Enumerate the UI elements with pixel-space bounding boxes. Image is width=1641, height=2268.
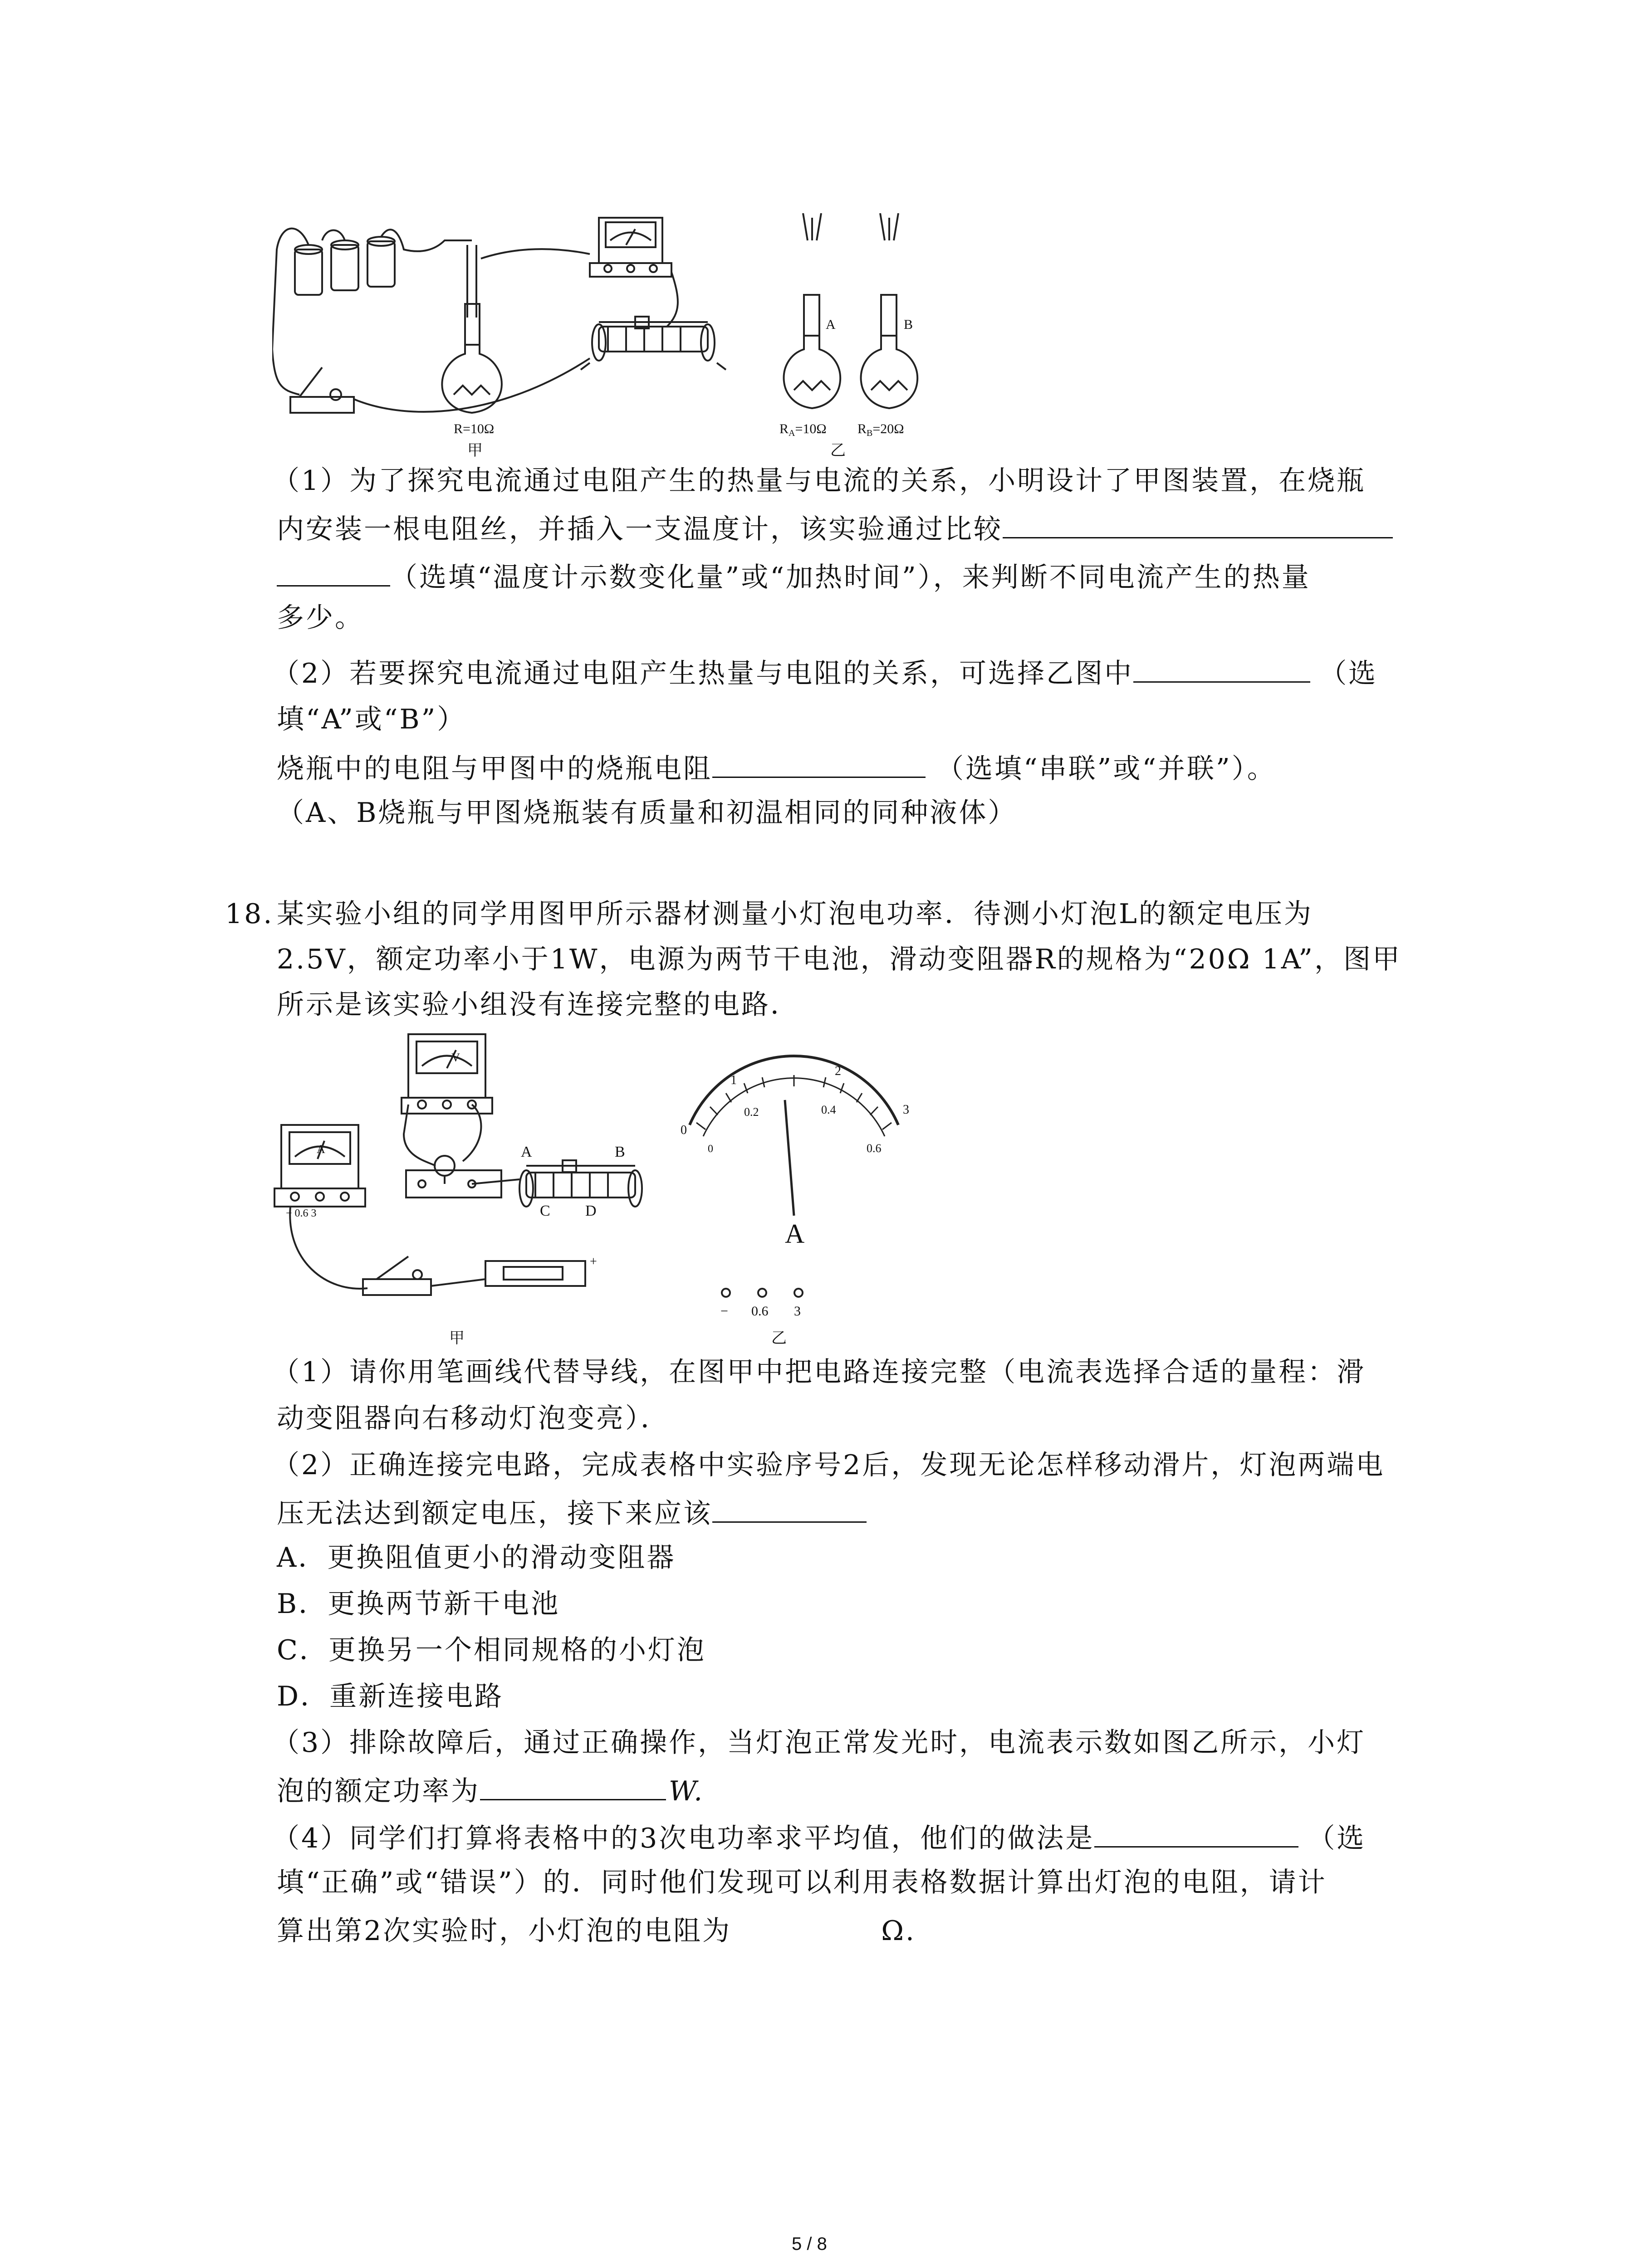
q17-part1-line3 xyxy=(277,557,1311,596)
answer-blank-7[interactable] xyxy=(731,1911,881,1940)
q18-part1-line1: （1）请你用笔画线代替导线，在图甲中把电路连接完整（电流表选择合适的量程：滑 xyxy=(272,1356,1366,1388)
figure-heat-experiment xyxy=(272,213,953,458)
q17-part2-line2: 填“A”或“B”） xyxy=(277,704,466,735)
fig2-dial-tick-3: 3 xyxy=(903,1103,909,1117)
q18-number: 18. xyxy=(225,898,274,930)
fig2-dial-tick-0: 0 xyxy=(681,1123,687,1137)
answer-blank-2[interactable] xyxy=(1133,653,1310,683)
answer-blank-3[interactable] xyxy=(712,748,926,778)
q17-part1-line1: （1）为了探究电流通过电阻产生的热量与电流的关系，小明设计了甲图装置，在烧瓶 xyxy=(272,465,1366,497)
q18-part2-line2 xyxy=(277,1493,867,1532)
fig1-caption-yi: 乙 xyxy=(830,441,846,459)
q17-part2-line3-tail: （选填“串联”或“并联”）。 xyxy=(936,753,1276,785)
q18-part3-line1: （3）排除故障后，通过正确操作，当灯泡正常发光时，电流表示数如图乙所示，小灯 xyxy=(272,1727,1366,1759)
fig2-dial-tick-06: 0.6 xyxy=(867,1142,882,1155)
fig2-ammeter-terms: − 0.6 3 xyxy=(286,1207,317,1219)
q18-part3-line2-text: 泡的额定功率为 xyxy=(277,1775,480,1807)
q17-part2-line3-text: 烧瓶中的电阻与甲图中的烧瓶电阻 xyxy=(277,753,712,785)
q18-part3-line2 xyxy=(277,1771,704,1809)
fig1-label-rb: $R_B=20\Omega$ xyxy=(857,421,904,438)
q17-part2-line4: （A、B烧瓶与甲图烧瓶装有质量和初温相同的同种液体） xyxy=(277,797,1017,829)
q18-part1-line2: 动变阻器向右移动灯泡变亮）． xyxy=(277,1403,670,1434)
q17-part1-line2 xyxy=(277,509,1393,547)
fig2-label-v: V xyxy=(451,1051,460,1064)
fig2-caption-jia: 甲 xyxy=(449,1329,465,1347)
answer-blank-1-cont[interactable] xyxy=(277,557,390,587)
q18-intro-line3: 所示是该实验小组没有连接完整的电路． xyxy=(277,989,799,1021)
fig2-dial-tick-02: 0.2 xyxy=(744,1105,759,1119)
q17-part1-line4: 多少。 xyxy=(277,602,364,634)
fig1-caption-jia: 甲 xyxy=(467,441,483,459)
q18-part3-line2-unit: W. xyxy=(669,1775,705,1807)
q18-intro-line1: 某实验小组的同学用图甲所示器材测量小灯泡电功率．待测小灯泡L的额定电压为 xyxy=(277,898,1313,930)
q18-part2-line2-text: 压无法达到额定电压，接下来应该 xyxy=(277,1498,712,1530)
answer-blank-5[interactable] xyxy=(480,1771,666,1800)
fig2-label-meter-a: A xyxy=(317,1143,325,1156)
answer-blank-4[interactable] xyxy=(712,1493,867,1523)
fig2-caption-yi: 乙 xyxy=(771,1329,787,1347)
q17-part1-line3-text: （选填“温度计示数变化量”或“加热时间”），来判断不同电流产生的热量 xyxy=(390,562,1311,593)
fig2-label-a: A xyxy=(521,1144,532,1160)
fig2-label-c: C xyxy=(540,1202,550,1219)
q17-part2-line3 xyxy=(277,748,1276,787)
q18-part4-line3-unit: Ω. xyxy=(881,1915,916,1947)
q18-part4-line1-tail: （选 xyxy=(1308,1823,1366,1854)
fig2-dial-tick-1: 1 xyxy=(730,1073,737,1087)
q18-option-c: C．更换另一个相同规格的小灯泡 xyxy=(277,1634,706,1666)
fig1-label-ra: $R_A=10\Omega$ xyxy=(779,421,827,438)
fig1-label-r: R=10Ω xyxy=(454,421,495,436)
figure-lamp-power-circuit xyxy=(272,1025,935,1325)
fig2-dial-tick-04: 0.4 xyxy=(821,1103,836,1116)
q18-part4-line2: 填“正确”或“错误”）的．同时他们发现可以利用表格数据计算出灯泡的电阻，请计 xyxy=(277,1867,1327,1898)
q18-intro-line2: 2.5V，额定功率小于1W，电源为两节干电池，滑动变阻器R的规格为“20Ω 1A”，图甲 xyxy=(277,943,1401,975)
q18-option-b: B．更换两节新干电池 xyxy=(277,1588,560,1620)
q18-option-a: A．更换阻值更小的滑动变阻器 xyxy=(277,1542,676,1574)
q17-part2-line1-tail: （选 xyxy=(1319,658,1378,689)
q18-option-d: D．重新连接电路 xyxy=(277,1681,504,1712)
answer-blank-6[interactable] xyxy=(1094,1818,1298,1848)
fig2-label-d: D xyxy=(585,1202,597,1219)
q18-part4-line1 xyxy=(272,1818,1366,1857)
q18-part4-line3-text: 算出第2次实验时，小灯泡的电阻为 xyxy=(277,1915,732,1947)
fig1-label-b: B xyxy=(904,317,913,332)
q18-part4-line3 xyxy=(277,1911,916,1949)
answer-blank-1[interactable] xyxy=(1003,509,1393,538)
fig2-term-06: 0.6 xyxy=(751,1304,769,1319)
fig2-dial-a: A xyxy=(785,1219,805,1249)
fig2-dial-tick-2: 2 xyxy=(835,1064,841,1078)
q17-part1-line2-text: 内安装一根电阻丝，并插入一支温度计，该实验通过比较 xyxy=(277,513,1003,545)
q17-part2-line1-text: （2）若要探究电流通过电阻产生热量与电阻的关系，可选择乙图中 xyxy=(272,658,1134,689)
fig2-term-minus: − xyxy=(720,1304,728,1319)
q17-part2-line1 xyxy=(272,653,1377,692)
fig2-dial-tick-0-inner: 0 xyxy=(708,1143,713,1155)
fig1-label-a: A xyxy=(826,317,836,332)
q18-part4-line1-text: （4）同学们打算将表格中的3次电功率求平均值，他们的做法是 xyxy=(272,1823,1095,1854)
fig2-term-3: 3 xyxy=(794,1304,801,1319)
page-number: 5 / 8 xyxy=(792,2234,827,2254)
fig2-label-b: B xyxy=(615,1144,625,1160)
fig2-battery-plus: + xyxy=(590,1255,597,1269)
q18-part2-line1: （2）正确连接完电路，完成表格中实验序号2后，发现无论怎样移动滑片，灯泡两端电 xyxy=(272,1449,1385,1481)
